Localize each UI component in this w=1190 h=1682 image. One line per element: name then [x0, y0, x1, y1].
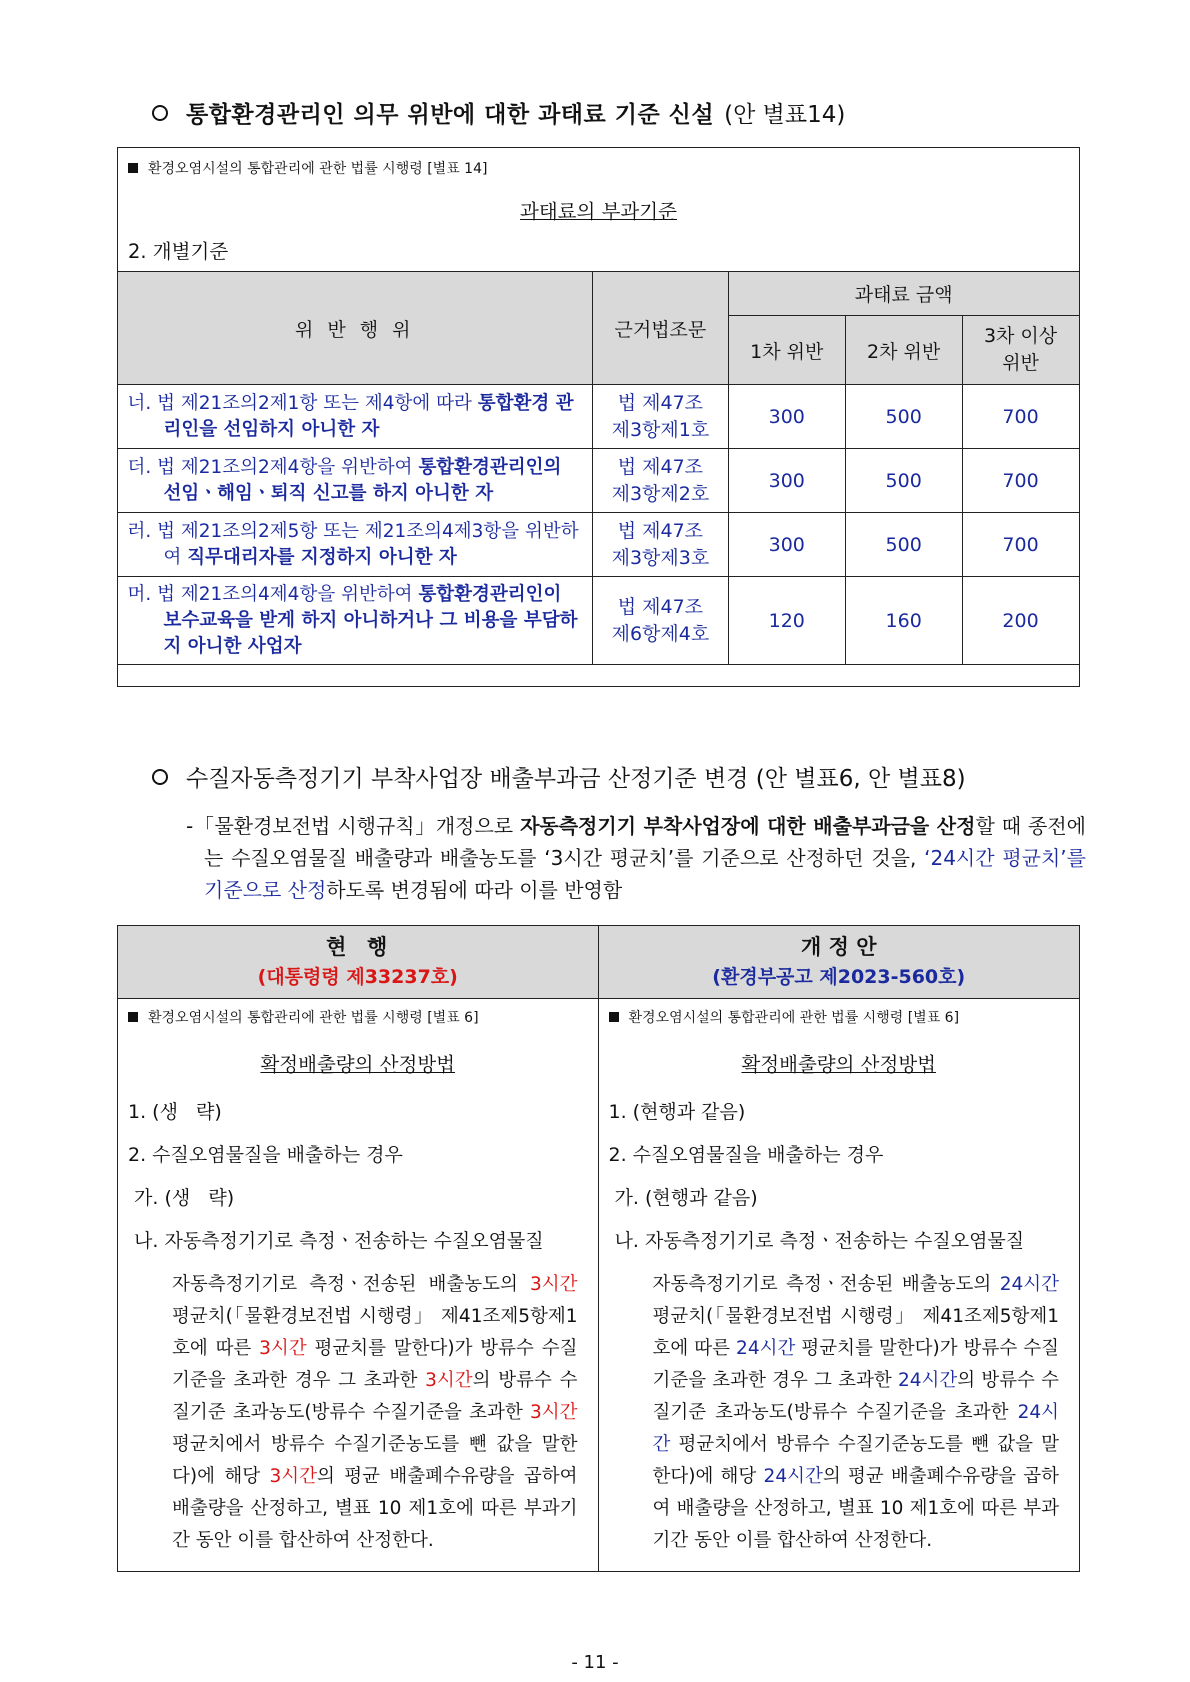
list-item: 가. (생 략): [128, 1187, 235, 1209]
amount-cell: 200: [962, 577, 1079, 665]
text-segment: 3시간: [425, 1370, 473, 1391]
text-segment: 의 방류수 수질기준 초과농도(방류수 수질기준을 초과한: [172, 1370, 578, 1423]
amount-cell: 700: [962, 513, 1079, 577]
square-bullet-icon: [128, 1012, 138, 1022]
circle-bullet-icon: [152, 105, 168, 121]
text-segment: 통합환경관리인이 보수교육을 받게 하지 아니하거나 그 비용을 부담하지 아니한 사업자: [163, 583, 578, 657]
law-cell: 법 제47조 제6항제4호: [592, 577, 728, 665]
list-item: 나. 자동측정기기로 측정ㆍ전송하는 수질오염물질: [608, 1230, 1025, 1252]
amount-cell: 300: [728, 385, 845, 449]
amount-cell: 700: [962, 385, 1079, 449]
list-item: 2. 수질오염물질을 배출하는 경우: [608, 1144, 884, 1166]
text-segment: 평균치를 말한다)가 방류수 수질기준을 초과한 경우 그 초과한: [172, 1338, 578, 1391]
text-segment: 자동측정기기로 측정ㆍ전송된 배출농도의: [172, 1274, 530, 1295]
amount-cell: 500: [845, 449, 962, 513]
current-title: 확정배출량의 산정방법: [260, 1053, 456, 1076]
penalty-table: [117, 271, 1080, 665]
text-segment: 3시간: [259, 1338, 307, 1359]
amount-cell: 500: [845, 385, 962, 449]
box-reference: 환경오염시설의 통합관리에 관한 법률 시행령 [별표 14]: [128, 158, 487, 178]
text-segment: 24시간: [763, 1466, 823, 1487]
revision-ref: 환경오염시설의 통합관리에 관한 법률 시행령 [별표 6]: [609, 1007, 1070, 1027]
text-segment: 러. 법 제21조의2제5항 또는 제21조의4제3항을 위반하여: [127, 520, 579, 568]
table-row: [117, 577, 1079, 665]
page-number: - 11 -: [571, 1652, 619, 1673]
text-segment: 평균치를 말한다)가 방류수 수질기준을 초과한 경우 그 초과한: [652, 1338, 1059, 1391]
current-ref: 환경오염시설의 통합관리에 관한 법률 시행령 [별표 6]: [128, 1007, 588, 1027]
text-segment: 평균치에서 방류수 수질기준농도를 뺀 값을 말한다)에 해당: [652, 1434, 1059, 1487]
amount-cell: 300: [728, 449, 845, 513]
violation-cell: [117, 385, 592, 449]
text-segment: 더. 법 제21조의2제4항을 위반하여: [127, 456, 419, 478]
violation-cell: [117, 513, 592, 577]
text-segment: ‘24시간 평균치’를 기준으로 산정: [204, 846, 1086, 902]
text-segment: -「물환경보전법 시행규칙」개정으로: [186, 814, 521, 838]
text-segment: 통합환경관리인의 선임ㆍ해임ㆍ퇴직 신고를 하지 아니한 자: [163, 456, 562, 504]
current-column-head: 현 행 (대통령령 제33237호): [118, 926, 599, 999]
head-1st: 1차 위반: [728, 316, 845, 385]
revision-column: [598, 999, 1080, 1572]
note-paragraph: [186, 810, 1086, 906]
text-segment: 24시간: [897, 1370, 958, 1391]
amount-cell: 160: [845, 577, 962, 665]
law-cell: 법 제47조 제3항제2호: [592, 449, 728, 513]
section1-heading-title: 통합환경관리인 의무 위반에 대한 과태료 기준 신설: [186, 102, 715, 128]
current-column: [118, 999, 599, 1572]
box-title: 과태료의 부과기준: [520, 200, 677, 223]
text-segment: 할 때 종전에는 수질오염물질 배출량과 배출농도를 ‘3시간 평균치’를 기준으로 산정하던 것을,: [204, 814, 1086, 870]
violation-cell: [117, 577, 592, 665]
text-segment: 3시간: [269, 1466, 317, 1487]
list-item: 가. (현행과 같음): [608, 1187, 758, 1209]
text-segment: 의 평균 배출폐수유량을 곱하여 배출량을 산정하고, 별표 10 제1호에 따른 부과기간 동안 이를 합산하여 산정한다.: [652, 1466, 1059, 1551]
list-item: 2. 수질오염물질을 배출하는 경우: [128, 1144, 403, 1166]
text-segment: 통합환경 관리인을 선임하지 아니한 자: [163, 392, 574, 440]
square-bullet-icon: [609, 1012, 619, 1022]
text-segment: 의 평균 배출폐수유량을 곱하여 배출량을 산정하고, 별표 10 제1호에 따른 부과기간 동안 이를 합산하여 산정한다.: [172, 1466, 578, 1551]
table-row: [117, 449, 1079, 513]
table-row: [117, 513, 1079, 577]
section1-heading-tail: (안 별표14): [724, 102, 846, 128]
violation-cell: [117, 449, 592, 513]
text-segment: 너. 법 제21조의2제1항 또는 제4항에 따라: [127, 392, 478, 414]
amount-cell: 700: [962, 449, 1079, 513]
text-segment: 머. 법 제21조의4제4항을 위반하여: [127, 583, 419, 605]
table-row: [117, 385, 1079, 449]
text-segment: 의 방류수 수질기준 초과농도(방류수 수질기준을 초과한: [652, 1370, 1060, 1423]
circle-bullet-icon: [152, 769, 168, 785]
section1-heading: [152, 96, 845, 129]
section2-note: [186, 810, 1086, 906]
text-segment: 직무대리자를 지정하지 아니한 자: [187, 546, 457, 568]
revision-title: 확정배출량의 산정방법: [741, 1053, 937, 1076]
text-segment: 24시간: [999, 1274, 1059, 1295]
text-segment: 3시간: [529, 1274, 578, 1295]
text-segment: 24시간: [736, 1338, 796, 1359]
law-cell: 법 제47조 제3항제1호: [592, 385, 728, 449]
amount-cell: 300: [728, 513, 845, 577]
head-2nd: 2차 위반: [845, 316, 962, 385]
sub-title: 2. 개별기준: [128, 240, 229, 263]
head-act: 위 반 행 위: [117, 272, 592, 385]
text-segment: 자동측정기기로 측정ㆍ전송된 배출농도의: [652, 1274, 1000, 1295]
amount-cell: 120: [728, 577, 845, 665]
revision-column-head: 개 정 안 (환경부공고 제2023-560호): [598, 926, 1080, 999]
current-paragraph: [128, 1269, 588, 1557]
amount-cell: 500: [845, 513, 962, 577]
head-amount: 과태료 금액: [728, 272, 1079, 316]
law-cell: 법 제47조 제3항제3호: [592, 513, 728, 577]
section2-heading-title: 수질자동측정기기 부착사업장 배출부과금 산정기준 변경 (안 별표6, 안 별표8): [186, 766, 966, 792]
head-law: 근거법조문: [592, 272, 728, 385]
text-segment: 3시간: [529, 1402, 578, 1423]
revision-paragraph: [609, 1269, 1070, 1557]
list-item: 1. (현행과 같음): [608, 1101, 746, 1123]
text-segment: 평균치에서 방류수 수질기준농도를 뺀 값을 말한다)에 해당: [172, 1434, 578, 1487]
text-segment: 자동측정기기 부착사업장에 대한 배출부과금을 산정: [520, 814, 976, 838]
comparison-table: [117, 925, 1080, 1572]
square-bullet-icon: [128, 163, 138, 173]
list-item: 1. (생 략): [128, 1101, 222, 1123]
comparison-table-wrap: [117, 925, 1080, 1572]
text-segment: 평균치(「물환경보전법 시행령」 제41조제5항제1호에 따른: [172, 1306, 578, 1359]
text-segment: 24시간: [652, 1402, 1059, 1455]
penalty-standard-box: [117, 147, 1080, 687]
text-segment: 평균치(「물환경보전법 시행령」 제41조제5항제1호에 따른: [652, 1306, 1059, 1359]
section2-heading: [152, 760, 966, 793]
head-3rd: 3차 이상 위반: [962, 316, 1079, 385]
list-item: 나. 자동측정기기로 측정ㆍ전송하는 수질오염물질: [128, 1230, 544, 1252]
text-segment: 하도록 변경됨에 따라 이를 반영함: [326, 878, 623, 902]
